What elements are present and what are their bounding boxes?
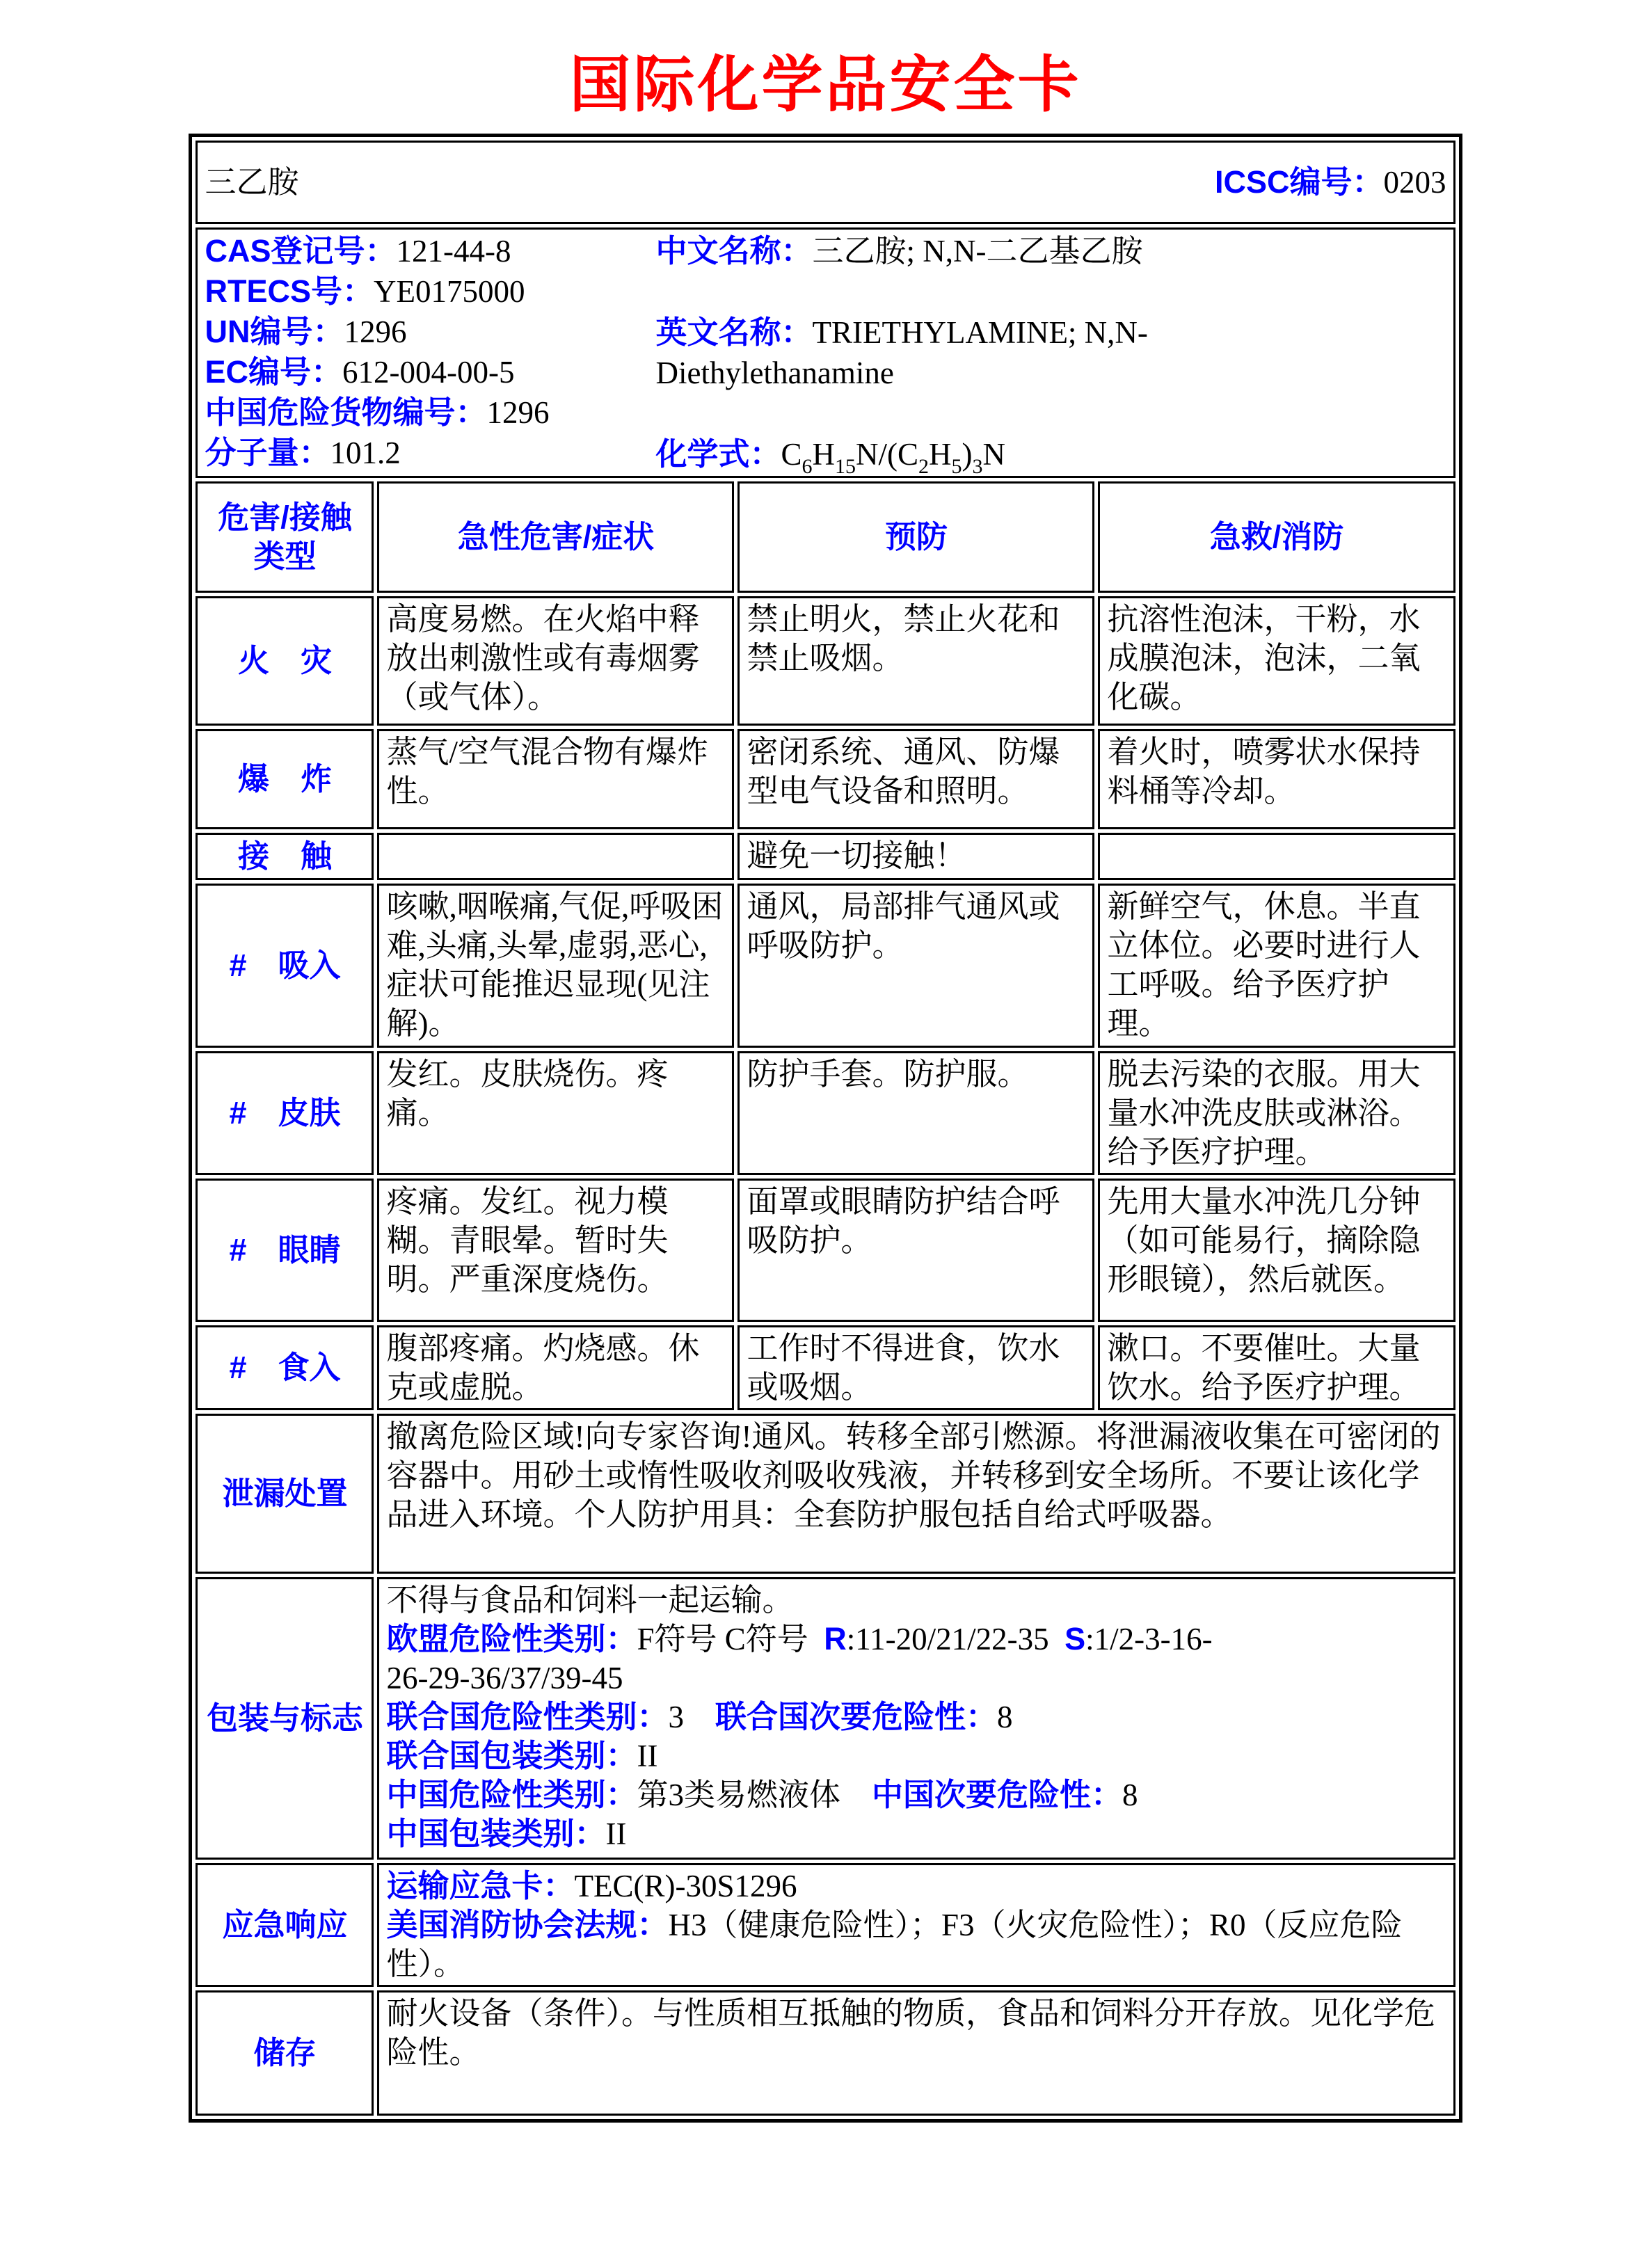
text-line: 化学式：$C_6H_{15}N/(C_2H_5)_3N$ — [655, 436, 1006, 478]
chemical-formula-line — [655, 434, 1446, 478]
spill-content — [377, 1414, 1455, 1574]
text-line: 联合国危险性类别：3 联合国次要危险性：8 — [386, 1699, 1013, 1734]
explosion-response: 着火时，喷雾状水保持料桶等冷却。 — [1098, 729, 1455, 829]
contact-prevention: 避免一切接触！ — [737, 833, 1094, 880]
section-row-emergency — [196, 1863, 1455, 1987]
text-line: RTECS号：YE0175000 — [205, 273, 525, 309]
eyes-symptoms: 疼痛。发红。视力模糊。青眼晕。暂时失明。严重深度烧伤。 — [377, 1179, 734, 1322]
text-line: 美国消防协会法规：H3（健康危险性）；F3（火灾危险性）；R0（反应危险性）。 — [386, 1907, 1403, 1981]
storage-content — [377, 1990, 1455, 2116]
section-row-storage — [196, 1990, 1455, 2116]
ingestion-response: 漱口。不要催吐。大量饮水。给予医疗护理。 — [1098, 1325, 1455, 1410]
hazard-header-response: 急救/消防 — [1098, 481, 1455, 593]
text-line: EC编号：612-004-00-5 — [205, 354, 515, 390]
section-row-spill — [196, 1414, 1455, 1574]
hazard-header-symptoms: 急性危害/症状 — [377, 481, 734, 593]
section-row-packaging — [196, 1577, 1455, 1860]
identifiers-cell — [196, 227, 1455, 478]
english-name-line — [655, 312, 1446, 393]
explosion-prevention: 密闭系统、通风、防爆型电气设备和照明。 — [737, 729, 1094, 829]
text-line: 撤离危险区域!向专家咨询!通风。转移全部引燃源。将泄漏液收集在可密闭的容器中。用砂土或惰性吸收剂吸收残液，并转移到安全场所。不要让该化学品进入环境。个人防护用具：全套防护服包括自给式呼吸器。 — [386, 1419, 1441, 1532]
section-title-spill: 泄漏处置 — [196, 1414, 374, 1574]
fire-symptoms: 高度易燃。在火焰中释放出刺激性或有毒烟雾（或气体）。 — [377, 596, 734, 726]
hazard-type-skin: # 皮肤 — [196, 1051, 374, 1175]
hazard-header-prevention: 预防 — [737, 481, 1094, 593]
skin-symptoms: 发红。皮肤烧伤。疼痛。 — [377, 1051, 734, 1175]
hazard-type-explosion: 爆 炸 — [196, 729, 374, 829]
hazard-row-eyes — [196, 1179, 1455, 1322]
identifiers-row — [196, 227, 1455, 478]
hazard-header-row — [196, 481, 1455, 593]
text-line: CAS登记号：121-44-8 — [205, 233, 511, 269]
explosion-symptoms: 蒸气/空气混合物有爆炸性。 — [377, 729, 734, 829]
text-line: 中国包装类别：II — [386, 1816, 627, 1851]
hazard-row-inhalation — [196, 884, 1455, 1048]
section-title-packaging: 包装与标志 — [196, 1577, 374, 1860]
hazard-type-inhalation: # 吸入 — [196, 884, 374, 1048]
hazard-row-skin — [196, 1051, 1455, 1175]
fire-response: 抗溶性泡沫，干粉，水成膜泡沫，泡沫，二氧化碳。 — [1098, 596, 1455, 726]
substance-cell — [196, 141, 1455, 224]
eyes-response: 先用大量水冲洗几分钟（如可能易行，摘除隐形眼镜），然后就医。 — [1098, 1179, 1455, 1322]
text-line: 分子量：101.2 — [205, 435, 401, 470]
names-block — [655, 231, 1446, 478]
fire-prevention: 禁止明火，禁止火花和禁止吸烟。 — [737, 596, 1094, 726]
hazard-row-fire — [196, 596, 1455, 726]
text-line: 联合国包装类别：II — [386, 1738, 658, 1773]
hazard-row-explosion — [196, 729, 1455, 829]
text-line: 中国危险性类别：第3类易燃液体 中国次要危险性：8 — [386, 1777, 1138, 1812]
eyes-prevention: 面罩或眼睛防护结合呼吸防护。 — [737, 1179, 1094, 1322]
section-title-emergency: 应急响应 — [196, 1863, 374, 1987]
substance-name: 三乙胺 — [205, 165, 299, 200]
hazard-type-eyes: # 眼睛 — [196, 1179, 374, 1322]
text-line: UN编号：1296 — [205, 314, 407, 349]
hazard-type-fire: 火 灾 — [196, 596, 374, 726]
contact-response — [1098, 833, 1455, 880]
ingestion-prevention: 工作时不得进食，饮水或吸烟。 — [737, 1325, 1094, 1410]
chinese-name-line — [655, 231, 1446, 271]
emergency-content — [377, 1863, 1455, 1987]
hazard-row-ingestion — [196, 1325, 1455, 1410]
section-title-storage: 储存 — [196, 1990, 374, 2116]
hazard-row-contact — [196, 833, 1455, 880]
hazard-type-ingestion: # 食入 — [196, 1325, 374, 1410]
identifier-list — [205, 231, 655, 474]
text-line: 英文名称：TRIETHYLAMINE; N,N- Diethylethanamine — [655, 314, 1148, 390]
icsc-card-table — [189, 134, 1462, 2123]
text-line: 运输应急卡：TEC(R)-30S1296 — [386, 1868, 797, 1903]
icsc-number-label: ICSC编号： — [1215, 164, 1384, 200]
icsc-number-value: 0203 — [1383, 165, 1446, 200]
page-title: 国际化学品安全卡 — [569, 50, 1082, 119]
icsc-number — [1215, 163, 1446, 202]
inhalation-response: 新鲜空气，休息。半直立体位。必要时进行人工呼吸。给予医疗护理。 — [1098, 884, 1455, 1048]
text-line: 中国危险货物编号：1296 — [205, 394, 550, 430]
contact-symptoms — [377, 833, 734, 880]
text-line: 耐火设备（条件）。与性质相互抵触的物质，食品和饲料分开存放。见化学危险性。 — [386, 1996, 1435, 2070]
substance-row — [196, 141, 1455, 224]
ingestion-symptoms: 腹部疼痛。灼烧感。休克或虚脱。 — [377, 1325, 734, 1410]
skin-response: 脱去污染的衣服。用大量水冲洗皮肤或淋浴。给予医疗护理。 — [1098, 1051, 1455, 1175]
skin-prevention: 防护手套。防护服。 — [737, 1051, 1094, 1175]
text-line: 欧盟危险性类别：F符号 C符号 R:11-20/21/22-35 S:1/2-3-16- 26-29-36/37/39-45 — [386, 1621, 1213, 1695]
inhalation-symptoms: 咳嗽,咽喉痛,气促,呼吸困难,头痛,头晕,虚弱,恶心,症状可能推迟显现(见注解)。 — [377, 884, 734, 1048]
hazard-header-type: 危害/接触 类型 — [196, 481, 374, 593]
text-line: 不得与食品和饲料一起运输。 — [386, 1583, 794, 1618]
icsc-page — [0, 36, 1651, 2268]
packaging-content — [377, 1577, 1455, 1860]
inhalation-prevention: 通风，局部排气通风或呼吸防护。 — [737, 884, 1094, 1048]
text-line: 中文名称：三乙胺; N,N-二乙基乙胺 — [655, 233, 1143, 269]
hazard-type-contact: 接 触 — [196, 833, 374, 880]
